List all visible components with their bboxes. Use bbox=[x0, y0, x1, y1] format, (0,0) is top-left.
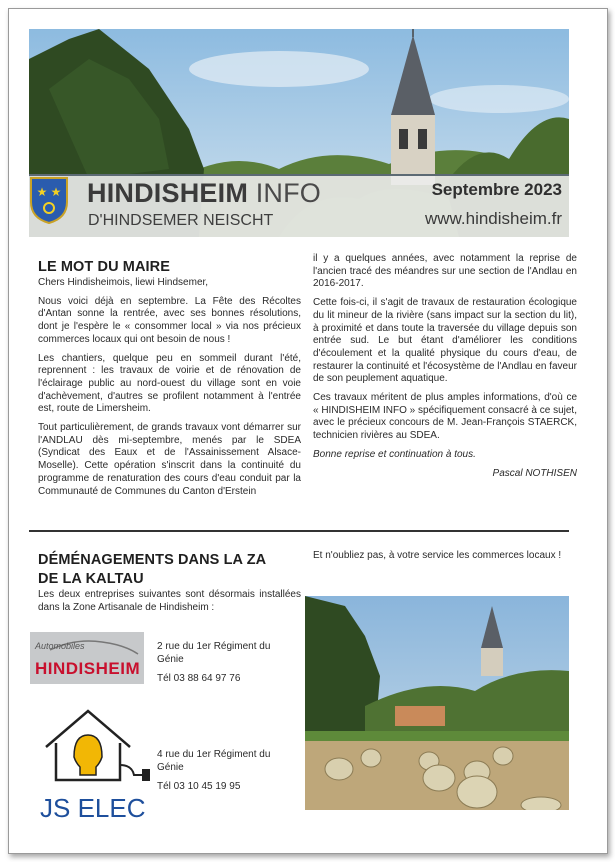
header-banner bbox=[29, 29, 569, 237]
paragraph: Les chantiers, quelque peu en sommeil durant l'été, reprennent : les travaux de voirie et de rénovation de l'éclairage public au nord-ouest du village sont en voie d'achèvement, d'autres se profilent notamment à l'entrée est, route de Limersheim. bbox=[38, 352, 301, 415]
paragraph: Cette fois-ci, il s'agit de travaux de restauration écologique du lit mineur de la rivière (sans impact sur la section du lit), à proximité et dans toute la traversée du village depuis son entrée sud. Le but étant d'améliorer les conditions d'écoulement et la qualité physique du cours d'eau, de restaurer la continuité et l'écosystème de l'Andlau en faveur de son peuplement aquatique. bbox=[313, 297, 577, 385]
company-phone: Tél 03 88 64 97 76 bbox=[157, 673, 241, 684]
paragraph: Tout particulièrement, de grands travaux vont démarrer sur l'ANDLAU dès mi-septembre, menés par le SDEA (Syndicat des Eaux et de l'Assainissement Alsace-Moselle). Cette opération s'inscrit dans la continuité du programme de renaturation des cours d'eau conduit par la Communauté de Communes du Canton d'Erstein bbox=[38, 422, 301, 497]
company-address: 2 rue du 1er Régiment du Génie Tél 03 88 64 97 76 bbox=[157, 641, 297, 686]
hay-bales-photo bbox=[305, 596, 569, 810]
newsletter-title: HINDISHEIM INFO bbox=[87, 178, 322, 208]
coat-of-arms-icon bbox=[29, 176, 69, 224]
company-phone: Tél 03 10 45 19 95 bbox=[157, 781, 241, 792]
local-shops-note: Et n'oubliez pas, à votre service les commerces locaux ! bbox=[313, 550, 562, 561]
paragraph: il y a quelques années, avec notamment la reprise de l'ancien tracé des méandres sur une section de l'Andlau en 2016-2017. bbox=[313, 253, 577, 290]
moves-column bbox=[38, 551, 301, 620]
svg-text:★: ★ bbox=[36, 185, 48, 199]
company-address: 4 rue du 1er Régiment du Génie Tél 03 10 45 19 95 bbox=[157, 749, 297, 794]
section-divider bbox=[29, 530, 569, 532]
js-elec-wordmark: JS ELEC bbox=[40, 793, 146, 823]
mayor-column-left bbox=[38, 258, 301, 504]
paragraph: Ces travaux méritent de plus amples informations, d'où ce « HINDISHEIM INFO » spécifiquement consacré à ce sujet, avec le précieux concours de M. Jean-François STAERCK, technicien rivières au SDEA. bbox=[313, 392, 577, 442]
svg-text:★: ★ bbox=[50, 185, 62, 199]
moves-intro: Les deux entreprises suivantes sont désormais installées dans la Zone Artisanale de Hindisheim : bbox=[38, 589, 301, 613]
section-heading-mayor: LE MOT DU MAIRE bbox=[38, 259, 170, 275]
issue-date: Septembre 2023 bbox=[431, 180, 562, 199]
closing-line: Bonne reprise et continuation à tous. bbox=[313, 448, 476, 460]
newsletter-subtitle: D'HINDSEMER NEISCHT bbox=[88, 212, 274, 229]
greeting: Chers Hindisheimois, liewi Hindsemer, bbox=[38, 277, 209, 288]
section-heading-moves-line2: DE LA KALTAU bbox=[38, 571, 144, 587]
js-elec-logo bbox=[36, 705, 156, 823]
title-bar bbox=[29, 174, 569, 237]
paragraph: Nous voici déjà en septembre. La Fête des Récoltes d'Antan sonne la rentrée, avec ses bonnes résolutions, dont je l'espère le « consommer local » via nos précieux commerces locaux qui ont besoin de nous ! bbox=[38, 295, 301, 345]
website-link[interactable]: www.hindisheim.fr bbox=[425, 209, 562, 228]
mayor-signature: Pascal NOTHISEN bbox=[492, 467, 577, 479]
mayor-column-right bbox=[313, 253, 577, 486]
section-heading-moves-line1: DÉMÉNAGEMENTS DANS LA ZA bbox=[38, 552, 267, 568]
automobiles-hindisheim-logo: Automobiles HINDISHEIM bbox=[30, 632, 144, 684]
